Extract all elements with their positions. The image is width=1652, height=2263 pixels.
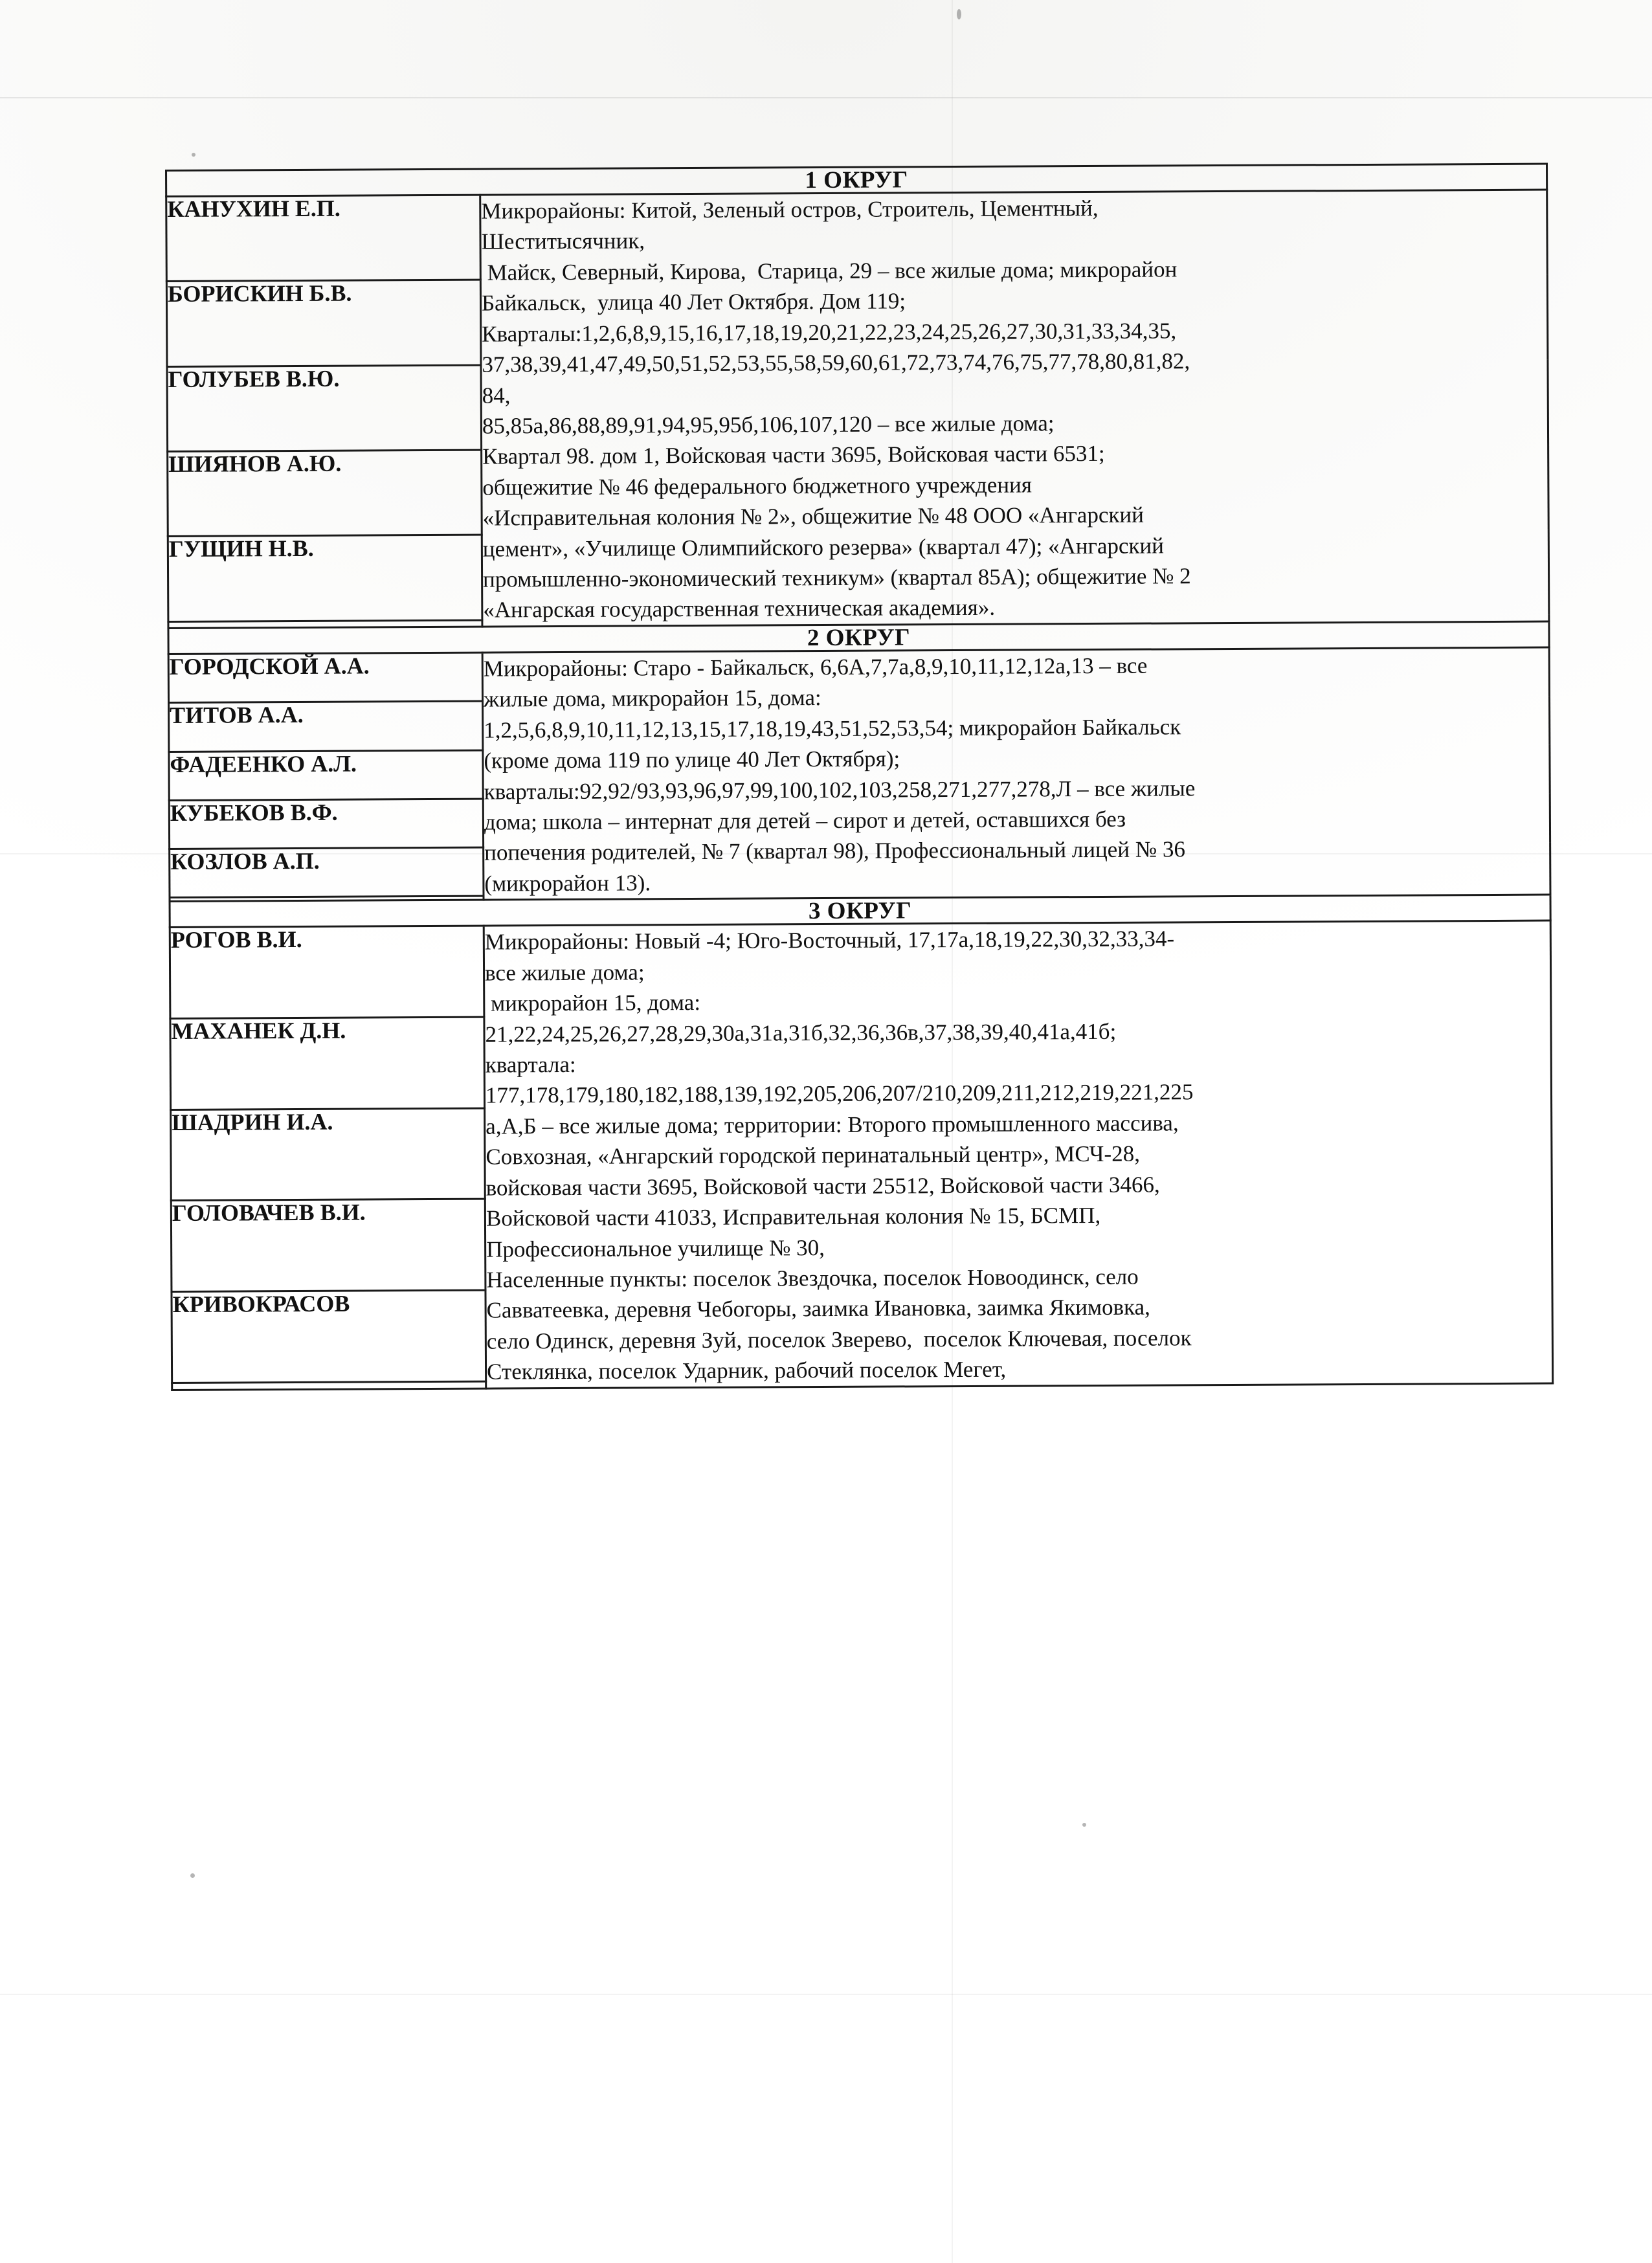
description-line: Войсковой части 41033, Исправительная колония № 15, БСМП,	[486, 1203, 1101, 1231]
description-line: а,А,Б – все жилые дома; территории: Второго промышленного массива,	[486, 1110, 1179, 1139]
description-line: Байкальск, улица 40 Лет Октября. Дом 119;	[481, 288, 906, 316]
deputy-name: ТИТОВ А.А.	[169, 701, 483, 752]
description-line: 1,2,5,6,8,9,10,11,12,13,15,17,18,19,43,51,52,53,54; микрорайон Байкальск	[484, 714, 1181, 743]
description-line: 21,22,24,25,26,27,28,29,30а,31а,31б,32,36,36в,37,38,39,40,41а,41б;	[485, 1018, 1117, 1047]
description-line: жилые дома, микрорайон 15, дома:	[483, 685, 821, 712]
description-line: 85,85а,86,88,89,91,94,95,95б,106,107,120 – все жилые дома;	[482, 410, 1055, 439]
deputy-name: ГОЛУБЕВ В.Ю.	[167, 365, 482, 452]
description-line: общежитие № 46 федерального бюджетного учреждения	[482, 472, 1032, 500]
description-line: Совхозная, «Ангарский городской перинатальный центр», МСЧ-28,	[486, 1141, 1140, 1170]
district-content-row	[170, 920, 1551, 1018]
description-line: 37,38,39,41,47,49,50,51,52,53,55,58,59,60,61,72,73,74,76,75,77,78,80,81,82,	[482, 348, 1190, 377]
deputy-name: ГОЛОВАЧЕВ В.И.	[171, 1199, 486, 1291]
description-line: Савватеевка, деревня Чебогоры, заимка Ивановка, заимка Якимовка,	[486, 1294, 1150, 1323]
district-description	[482, 647, 1550, 900]
description-line: микрорайон 15, дома:	[485, 990, 701, 1016]
deputy-name: МАХАНЕК Д.Н.	[170, 1017, 485, 1109]
district-header-title: 2 ОКРУГ	[168, 621, 1549, 654]
deputy-name: ШАДРИН И.А.	[171, 1108, 486, 1201]
deputy-name: РОГОВ В.И.	[170, 926, 484, 1018]
description-line: Населенные пункты: поселок Звездочка, поселок Новоодинск, село	[486, 1264, 1139, 1293]
description-line: Майск, Северный, Кирова, Старица, 29 – все жилые дома; микрорайон	[481, 256, 1178, 285]
description-line: квартала:	[485, 1051, 576, 1078]
district-content-row	[166, 190, 1548, 282]
district-header-title: 1 ОКРУГ	[166, 164, 1547, 196]
deputy-name: ШИЯНОВ А.Ю.	[168, 450, 482, 537]
description-line: 177,178,179,180,182,188,139,192,205,206,207/210,209,211,212,219,221,225	[485, 1079, 1194, 1108]
name-column-filler	[172, 1381, 486, 1390]
description-line: цемент», «Училище Олимпийского резерва» (квартал 47); «Ангарский	[482, 533, 1165, 562]
description-line: попечения родителей, № 7 (квартал 98), Профессиональный лицей № 36	[484, 836, 1186, 866]
description-line: (кроме дома 119 по улице 40 Лет Октября);	[484, 746, 900, 774]
description-line: Кварталы:1,2,6,8,9,15,16,17,18,19,20,21,22,23,24,25,26,27,30,31,33,34,35,	[482, 318, 1177, 347]
deputy-name: КРИВОКРАСОВ	[172, 1290, 486, 1383]
districts-table-body	[166, 164, 1553, 1390]
deputy-name: ГОРОДСКОЙ А.А.	[168, 652, 482, 703]
description-line: кварталы:92,92/93,93,96,97,99,100,102,103,258,271,277,278,Л – все жилые	[484, 775, 1196, 805]
description-line: войсковая части 3695, Войсковой части 25512, Войсковой части 3466,	[486, 1172, 1160, 1201]
district-header-title: 3 ОКРУГ	[170, 895, 1550, 927]
description-line: Шеститысячник,	[481, 228, 645, 255]
description-line: Микрорайоны: Китой, Зеленый остров, Строитель, Цементный,	[481, 195, 1099, 224]
description-line: 84,	[482, 382, 511, 408]
description-line: Стеклянка, поселок Ударник, рабочий поселок Мегет,	[486, 1356, 1007, 1385]
deputy-name: КАНУХИН Е.П.	[166, 195, 481, 282]
deputy-name: КОЗЛОВ А.П.	[170, 847, 484, 898]
district-description	[480, 190, 1549, 627]
description-line: (микрорайон 13).	[484, 870, 651, 897]
district-content-row	[168, 647, 1549, 703]
deputy-name: КУБЕКОВ В.Ф.	[169, 799, 483, 849]
description-line: Профессиональное училище № 30,	[486, 1234, 825, 1262]
deputy-name: БОРИСКИН Б.В.	[166, 280, 481, 366]
districts-table	[165, 163, 1554, 1391]
description-line: село Одинск, деревня Зуй, поселок Зверево, поселок Ключевая, поселок	[486, 1325, 1192, 1354]
district-table-container	[165, 163, 1552, 1391]
description-line: Микрорайоны: Новый -4; Юго-Восточный, 17,17а,18,19,22,30,32,33,34-	[484, 926, 1175, 955]
district-description	[484, 920, 1552, 1388]
description-line: Квартал 98. дом 1, Войсковая части 3695, Войсковая части 6531;	[482, 441, 1105, 469]
description-line: Микрорайоны: Старо - Байкальск, 6,6А,7,7а,8,9,10,11,12,12а,13 – все	[483, 652, 1148, 682]
description-line: все жилые дома;	[484, 959, 645, 986]
description-line: «Ангарская государственная техническая академия».	[483, 595, 996, 623]
description-line: дома; школа – интернат для детей – сирот и детей, оставшихся без	[484, 806, 1126, 835]
description-line: промышленно-экономический техникум» (квартал 85А); общежитие № 2	[483, 563, 1191, 592]
description-line: «Исправительная колония № 2», общежитие № 48 ООО «Ангарский	[482, 502, 1144, 531]
deputy-name: ГУЩИН Н.В.	[168, 535, 482, 622]
deputy-name: ФАДЕЕНКО А.Л.	[169, 750, 483, 801]
